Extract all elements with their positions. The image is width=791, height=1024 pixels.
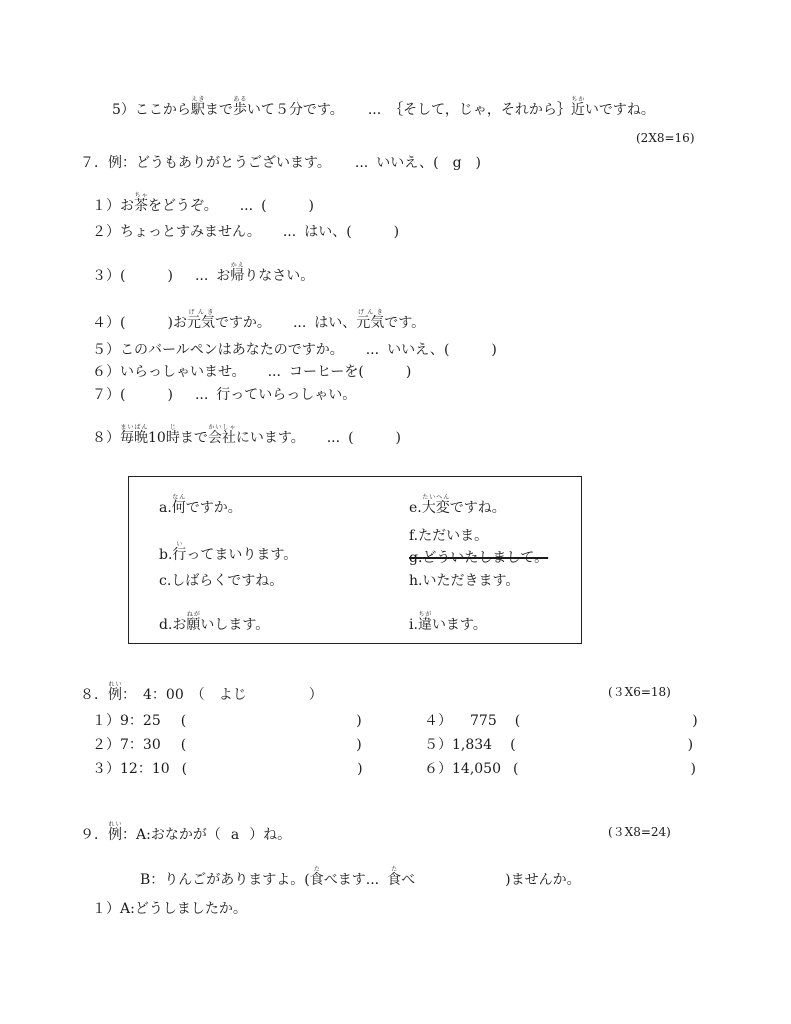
text: りなさい。	[244, 268, 315, 284]
text: どういたしまして。	[422, 550, 549, 566]
option-label: c.	[159, 573, 172, 589]
option-f	[409, 527, 488, 545]
score-q6: (2X8=16)	[636, 131, 695, 145]
text: )	[687, 737, 694, 753]
ellipsis: ...	[267, 364, 281, 380]
option-d	[159, 611, 269, 634]
text: です。	[384, 315, 426, 331]
text: はい、	[314, 315, 357, 331]
text: )	[356, 713, 362, 729]
example-text: ：A:おなかが（	[122, 827, 221, 843]
question-title: ７．例：どうもありがとうございます。	[80, 155, 331, 171]
furigana-word: 帰かえ	[230, 262, 245, 284]
furigana-word: 何なん	[171, 494, 186, 516]
q8-title	[80, 681, 323, 704]
q7-item-8	[92, 424, 401, 447]
text: 行っていらっしゃい。	[216, 387, 357, 403]
furigana-word: 近ちか	[570, 96, 585, 118]
ellipsis: ...	[354, 155, 369, 171]
text: ここから	[134, 102, 191, 118]
text: いですね。	[584, 102, 655, 118]
ellipsis: ...	[292, 315, 307, 331]
furigana-word: 毎晩まいばん	[120, 424, 148, 446]
number-value: 775	[470, 713, 497, 729]
furigana-word: 時じ	[165, 424, 180, 446]
text: (	[513, 761, 519, 777]
example-text: ： 4：00 （ よじ	[122, 687, 247, 703]
option-label: i.	[409, 617, 418, 633]
option-i	[409, 611, 487, 634]
text: )ませんか。	[505, 872, 581, 888]
answer-blank[interactable]: ( )	[261, 198, 315, 214]
q7-item-3	[92, 262, 314, 285]
item-number: １）	[92, 198, 120, 214]
ellipsis: ...	[282, 224, 297, 240]
option-label: f.	[409, 528, 419, 544]
answer-blank[interactable]: ( )	[120, 268, 173, 284]
text: いいえ、(	[376, 155, 439, 171]
item-number: ３）	[92, 268, 120, 284]
text: (	[514, 713, 521, 729]
q7-title	[80, 154, 481, 172]
text: コーヒーを	[288, 364, 359, 380]
option-g-crossed-out	[409, 549, 548, 567]
ellipsis: ...	[194, 268, 209, 284]
score-q8: (３X6=18)	[608, 685, 671, 699]
text: にいます。	[235, 430, 305, 446]
text: います。	[431, 617, 487, 633]
q9-example-b	[140, 866, 581, 889]
furigana-word: 違ちが	[417, 611, 432, 633]
item-number: ３）	[92, 761, 120, 777]
answer-blank[interactable]: ( )	[120, 387, 173, 403]
text: お	[216, 268, 231, 284]
answer-blank[interactable]: ( )	[346, 224, 400, 240]
answer-blank[interactable]: ( )	[443, 342, 497, 358]
answer-blank[interactable]: ( )	[358, 364, 412, 380]
item-number: ２）	[92, 224, 120, 240]
option-label: d.	[159, 617, 173, 633]
item-number: ６）	[92, 364, 120, 380]
item-number: ６）	[424, 761, 452, 777]
q7-item-6	[92, 363, 411, 381]
option-b	[159, 541, 297, 564]
choices: ｛そして，じゃ，それから｝	[389, 102, 571, 118]
text: ですね。	[449, 500, 506, 516]
q9-title	[80, 821, 291, 844]
q8-item-4	[424, 712, 698, 730]
option-a	[159, 494, 242, 517]
time-value: 12：10	[120, 761, 170, 777]
text: ）ね。	[249, 827, 292, 843]
ellipsis: ...	[367, 102, 382, 118]
item-number: ４）	[424, 713, 452, 729]
text: しばらくですね。	[171, 573, 284, 589]
furigana-word: 会社かいしゃ	[207, 424, 236, 446]
text: (	[181, 761, 188, 777]
q7-item-7	[92, 386, 356, 404]
ellipsis: ...	[194, 387, 209, 403]
furigana-word: 願ねが	[186, 611, 201, 633]
time-value: 7：30	[120, 737, 161, 753]
q6-item-5	[112, 96, 655, 119]
text: お	[172, 315, 187, 331]
option-label: h.	[409, 573, 423, 589]
furigana-word: 例れい	[108, 821, 122, 843]
answer-blank[interactable]: ( )	[120, 315, 173, 331]
text: ですか。	[185, 500, 242, 516]
item-number: １）	[92, 713, 120, 729]
text: (	[180, 737, 187, 753]
answer-blank[interactable]: ( )	[348, 430, 402, 446]
text: ）	[308, 687, 323, 703]
q8-item-2	[92, 736, 362, 754]
q8-item-3	[92, 760, 363, 778]
item-number: ５）	[92, 342, 120, 358]
time-value: 9：25	[120, 713, 161, 729]
q7-item-2	[92, 223, 399, 241]
text: (	[510, 737, 516, 753]
question-number: ９．	[80, 827, 108, 843]
q8-item-1	[92, 712, 362, 730]
q7-item-5	[92, 341, 497, 359]
furigana-word: 元気げんき	[356, 309, 385, 331]
text: )	[356, 737, 362, 753]
text: をどうぞ。	[148, 198, 218, 214]
furigana-word: 駅えき	[190, 96, 205, 118]
text: ですか。	[214, 315, 271, 331]
example-answer: g	[452, 155, 462, 171]
furigana-word: 歩ある	[232, 96, 247, 118]
number-value: 14,050	[452, 761, 501, 777]
q9-item-1	[92, 900, 247, 918]
text: ってまいります。	[186, 547, 298, 563]
option-h	[409, 572, 519, 590]
text: お	[120, 198, 134, 214]
text: ただいま。	[418, 528, 489, 544]
furigana-word: 行い	[172, 541, 187, 563]
option-label: b.	[159, 547, 173, 563]
furigana-word: 例れい	[108, 681, 122, 703]
text: )	[690, 761, 696, 777]
furigana-word: 元気げんき	[186, 309, 215, 331]
item-number: １）	[92, 901, 120, 917]
item-number: ５）	[424, 737, 452, 753]
option-c	[159, 572, 283, 590]
text: )	[357, 761, 363, 777]
text: いらっしゃいませ。	[120, 364, 246, 380]
ellipsis: ...	[365, 342, 380, 358]
q7-item-1	[92, 192, 314, 215]
text: )	[692, 713, 698, 729]
options-box	[128, 476, 582, 644]
furigana-word: 食た	[387, 866, 402, 888]
text: まで	[204, 102, 233, 118]
furigana-word: 大変たいへん	[421, 494, 450, 516]
text: 10	[148, 430, 166, 446]
text: )	[475, 155, 481, 171]
text: このバールペンはあなたのですか。	[120, 342, 344, 358]
option-e	[409, 494, 506, 517]
text: ちょっとすみません。	[120, 224, 261, 240]
number-value: 1,834	[452, 737, 493, 753]
example-answer: a	[230, 827, 240, 843]
text: はい、	[304, 224, 347, 240]
furigana-word: 茶ちゃ	[134, 192, 148, 214]
option-label: g.	[409, 550, 423, 566]
text: いて５分です。	[246, 102, 344, 118]
score-q9: (３X8=24)	[608, 825, 671, 839]
text: べます...	[323, 872, 380, 888]
text: べ	[401, 872, 416, 888]
item-number: 5）	[112, 102, 135, 118]
ellipsis: ...	[239, 198, 254, 214]
text: いします。	[200, 617, 270, 633]
text: お	[172, 617, 187, 633]
item-number: ４）	[92, 315, 120, 331]
q7-item-4	[92, 309, 425, 332]
text: A:どうしましたか。	[120, 901, 247, 917]
ellipsis: ...	[326, 430, 341, 446]
text: まで	[179, 430, 208, 446]
text: B：りんごがありますよ。(	[140, 872, 310, 888]
item-number: ２）	[92, 737, 120, 753]
text: (	[180, 713, 187, 729]
furigana-word: 食た	[309, 866, 324, 888]
item-number: ７）	[92, 387, 120, 403]
q8-item-5	[424, 736, 693, 754]
text: いただきます。	[422, 573, 520, 589]
item-number: ８）	[92, 430, 120, 446]
text: いいえ、	[387, 342, 444, 358]
question-number: ８．	[80, 687, 108, 703]
option-label: e.	[409, 500, 422, 516]
option-label: a.	[159, 500, 172, 516]
q8-item-6	[424, 760, 696, 778]
